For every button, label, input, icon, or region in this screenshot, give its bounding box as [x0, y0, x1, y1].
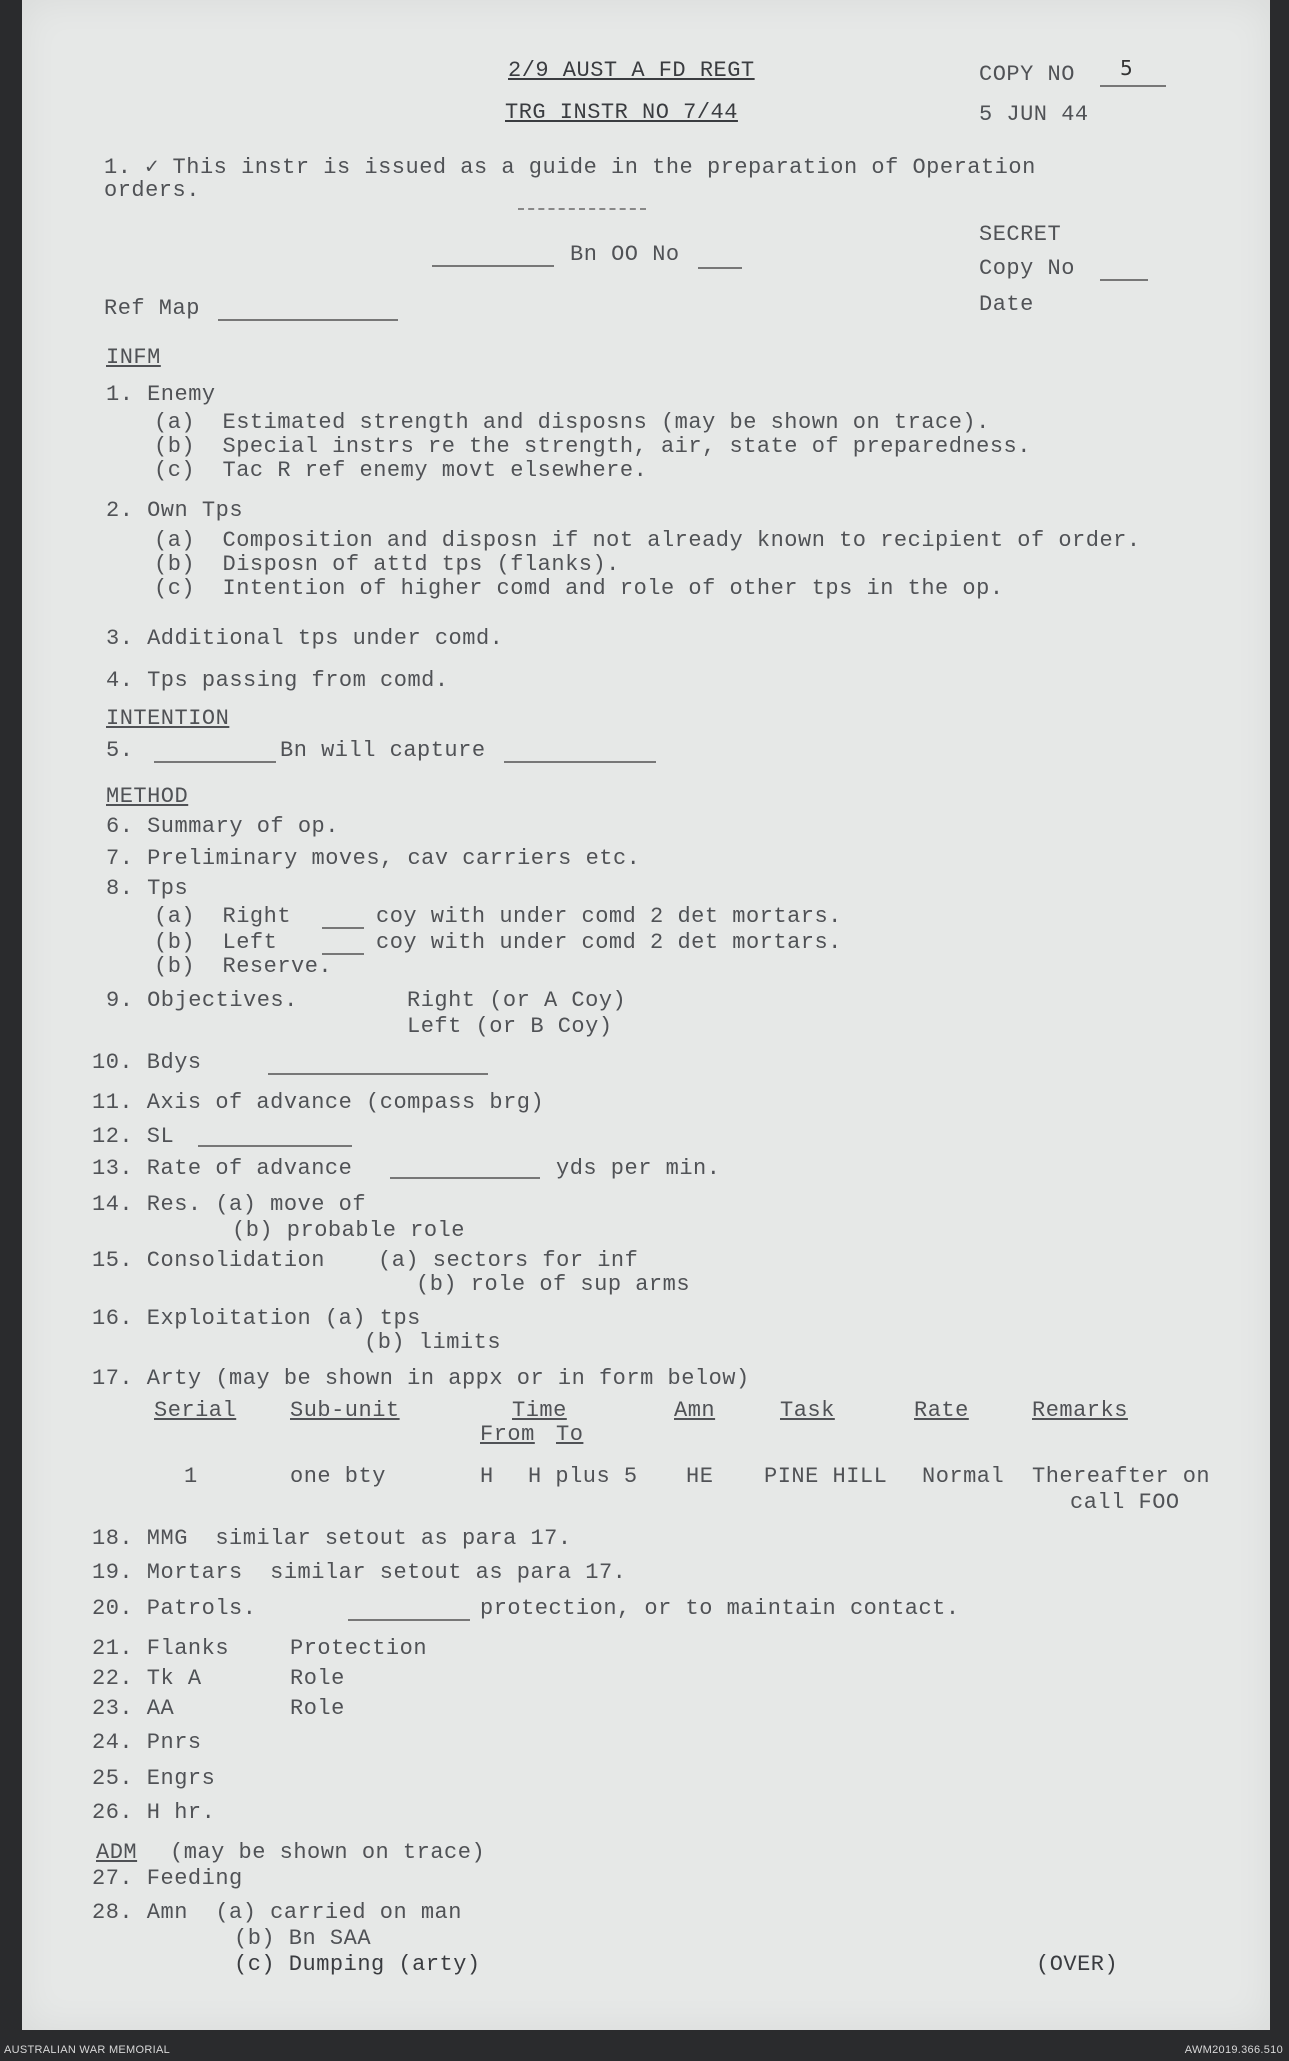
instruction-title: TRG INSTR NO 7/44	[505, 100, 738, 125]
row-serial: 1	[184, 1464, 198, 1489]
para-19: 19. Mortars similar setout as para 17.	[92, 1560, 627, 1585]
para-10: 10. Bdys	[92, 1050, 202, 1075]
unit-title: 2/9 AUST A FD REGT	[508, 58, 755, 83]
para-16: 16. Exploitation (a) tps	[92, 1306, 421, 1331]
para-4: 4. Tps passing from comd.	[106, 668, 449, 693]
para-3: 3. Additional tps under comd.	[106, 626, 504, 651]
col-time-from: From	[480, 1422, 535, 1447]
infm-heading: INFM	[106, 345, 161, 370]
document-date: 5 JUN 44	[979, 102, 1089, 127]
copy-no-blank	[1100, 84, 1166, 87]
bn-oo-blank-1	[432, 264, 554, 267]
para-2-own-tps: 2. Own Tps	[106, 498, 244, 523]
para-12: 12. SL	[92, 1124, 175, 1149]
col-remarks: Remarks	[1032, 1398, 1128, 1423]
para-14b: (b) probable role	[232, 1218, 465, 1243]
para-5-text: Bn will capture	[280, 738, 486, 763]
para-12-blank	[198, 1144, 352, 1147]
para-5-num: 5.	[106, 738, 134, 763]
para-8a-label: (a) Right	[154, 904, 292, 929]
para-10-blank	[268, 1072, 488, 1075]
para-28: 28. Amn (a) carried on man	[92, 1900, 462, 1925]
row-from: H	[480, 1464, 494, 1489]
para-11: 11. Axis of advance (compass brg)	[92, 1090, 545, 1115]
para-1a: (a) Estimated strength and disposns (may be shown on trace).	[154, 410, 990, 435]
para-21-text: Protection	[290, 1636, 428, 1661]
adm-note: (may be shown on trace)	[170, 1840, 486, 1865]
para-20-blank	[348, 1618, 470, 1621]
secret-label: SECRET	[979, 222, 1062, 247]
col-rate: Rate	[914, 1398, 969, 1423]
col-serial: Serial	[154, 1398, 237, 1423]
intro-line-2: orders.	[104, 178, 200, 203]
para-8a-text: coy with under comd 2 det mortars.	[376, 904, 842, 929]
row-remarks-2: call FOO	[1070, 1490, 1180, 1515]
col-amn: Amn	[674, 1398, 716, 1423]
row-remarks-1: Thereafter on	[1032, 1464, 1211, 1489]
para-24: 24. Pnrs	[92, 1730, 202, 1755]
para-18: 18. MMG similar setout as para 17.	[92, 1526, 572, 1551]
intro-line-1: 1. ✓ This instr is issued as a guide in the preparation of Operation	[104, 155, 1036, 180]
bn-oo-blank-2	[698, 266, 742, 269]
divider	[518, 208, 646, 210]
para-28c: (c) Dumping (arty)	[234, 1952, 481, 1977]
intention-heading: INTENTION	[106, 706, 230, 731]
para-8b-text: coy with under comd 2 det mortars.	[376, 930, 842, 955]
date-field-label: Date	[979, 292, 1034, 317]
para-5-blank-1	[154, 760, 276, 763]
para-15b: (b) role of sup arms	[416, 1272, 691, 1297]
archive-reference: AWM2019.366.510	[1184, 2044, 1283, 2056]
para-16b: (b) limits	[364, 1330, 502, 1355]
para-22-label: 22. Tk A	[92, 1666, 202, 1691]
para-15: 15. Consolidation	[92, 1248, 325, 1273]
para-26: 26. H hr.	[92, 1800, 216, 1825]
para-23-text: Role	[290, 1696, 345, 1721]
copy-no-value: 5	[1120, 56, 1134, 80]
para-1c: (c) Tac R ref enemy movt elsewhere.	[154, 458, 648, 483]
col-task: Task	[780, 1398, 835, 1423]
copy-no-label: COPY NO	[979, 62, 1075, 87]
para-9: 9. Objectives.	[106, 988, 298, 1013]
para-5-blank-2	[504, 760, 656, 763]
para-8c: (b) Reserve.	[154, 954, 333, 979]
para-27: 27. Feeding	[92, 1866, 243, 1891]
para-8a-blank	[322, 926, 364, 929]
ref-map-label: Ref Map	[104, 296, 200, 321]
para-15a: (a) sectors for inf	[378, 1248, 639, 1273]
archive-credit: AUSTRALIAN WAR MEMORIAL	[4, 2044, 171, 2056]
para-9-left: Left (or B Coy)	[407, 1014, 613, 1039]
copy-no-field-blank	[1100, 278, 1148, 281]
para-1-enemy: 1. Enemy	[106, 382, 216, 407]
para-14: 14. Res. (a) move of	[92, 1192, 367, 1217]
copy-no-field-label: Copy No	[979, 256, 1075, 281]
para-1b: (b) Special instrs re the strength, air, state of preparedness.	[154, 434, 1031, 459]
para-6: 6. Summary of op.	[106, 814, 339, 839]
para-9-right: Right (or A Coy)	[407, 988, 627, 1013]
para-20-label: 20. Patrols.	[92, 1596, 257, 1621]
para-25: 25. Engrs	[92, 1766, 216, 1791]
over-marker: (OVER)	[1036, 1952, 1119, 1977]
para-21-label: 21. Flanks	[92, 1636, 230, 1661]
para-8: 8. Tps	[106, 876, 189, 901]
para-13-blank	[390, 1176, 540, 1179]
para-13-label: 13. Rate of advance	[92, 1156, 353, 1181]
adm-heading: ADM	[96, 1840, 138, 1865]
para-22-text: Role	[290, 1666, 345, 1691]
col-time: Time	[512, 1398, 567, 1423]
bn-oo-label: Bn OO No	[570, 242, 680, 267]
col-sub-unit: Sub-unit	[290, 1398, 400, 1423]
para-13-text: yds per min.	[556, 1156, 721, 1181]
para-7: 7. Preliminary moves, cav carriers etc.	[106, 846, 641, 871]
method-heading: METHOD	[106, 784, 189, 809]
row-to: H plus 5	[528, 1464, 638, 1489]
row-amn: HE	[686, 1464, 714, 1489]
col-time-to: To	[556, 1422, 584, 1447]
para-8b-label: (b) Left	[154, 930, 278, 955]
para-28b: (b) Bn SAA	[234, 1926, 372, 1951]
row-rate: Normal	[922, 1464, 1005, 1489]
document-page	[22, 0, 1270, 2030]
para-2c: (c) Intention of higher comd and role of other tps in the op.	[154, 576, 1004, 601]
para-2b: (b) Disposn of attd tps (flanks).	[154, 552, 620, 577]
para-23-label: 23. AA	[92, 1696, 175, 1721]
para-20-text: protection, or to maintain contact.	[480, 1596, 960, 1621]
row-task: PINE HILL	[764, 1464, 888, 1489]
para-2a: (a) Composition and disposn if not already known to recipient of order.	[154, 528, 1141, 553]
ref-map-blank	[218, 318, 398, 321]
para-17: 17. Arty (may be shown in appx or in form below)	[92, 1366, 750, 1391]
row-sub-unit: one bty	[290, 1464, 386, 1489]
